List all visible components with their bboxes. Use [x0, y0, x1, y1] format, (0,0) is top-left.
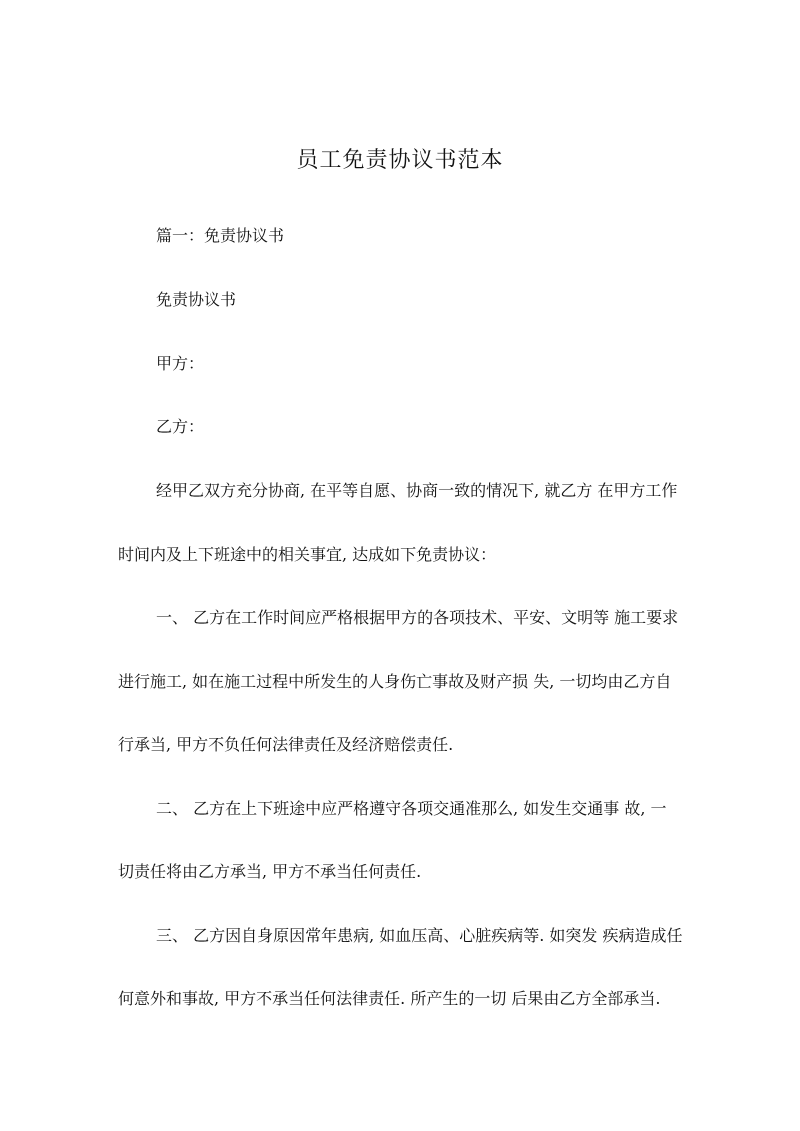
clause-line: 进行施工, 如在施工过程中所发生的人身伤亡事故及财产损 失, 一切均由乙方自 — [118, 672, 672, 691]
clause-line: 切责任将由乙方承当, 甲方不承当任何责任. — [118, 862, 422, 881]
party-a-label: 甲方： — [156, 354, 205, 373]
clause-line: 何意外和事故, 甲方不承当任何法律责任. 所产生的一切 后果由乙方全部承当. — [118, 989, 661, 1008]
clause-line: 二、 乙方在上下班途中应严格遵守各项交通准那么, 如发生交通事 故, 一 — [156, 799, 667, 818]
document-title: 员工免责协议书范本 — [296, 148, 504, 173]
party-b-label: 乙方： — [156, 417, 205, 436]
clause-line: 三、 乙方因自身原因常年患病, 如血压高、心脏疾病等. 如突发 疾病造成任 — [156, 926, 683, 945]
clause-line: 一、 乙方在工作时间应严格根据甲方的各项技术、平安、文明等 施工要求 — [156, 608, 679, 627]
agreement-heading: 免责协议书 — [156, 290, 237, 309]
paragraph-line: 时间内及上下班途中的相关事宜, 达成如下免责协议： — [118, 545, 497, 564]
section-heading: 篇一：免责协议书 — [156, 226, 285, 245]
clause-line: 行承当, 甲方不负任何法律责任及经济赔偿责任. — [118, 735, 454, 754]
paragraph-line: 经甲乙双方充分协商, 在平等自愿、协商一致的情况下, 就乙方 在甲方工作 — [156, 481, 678, 500]
